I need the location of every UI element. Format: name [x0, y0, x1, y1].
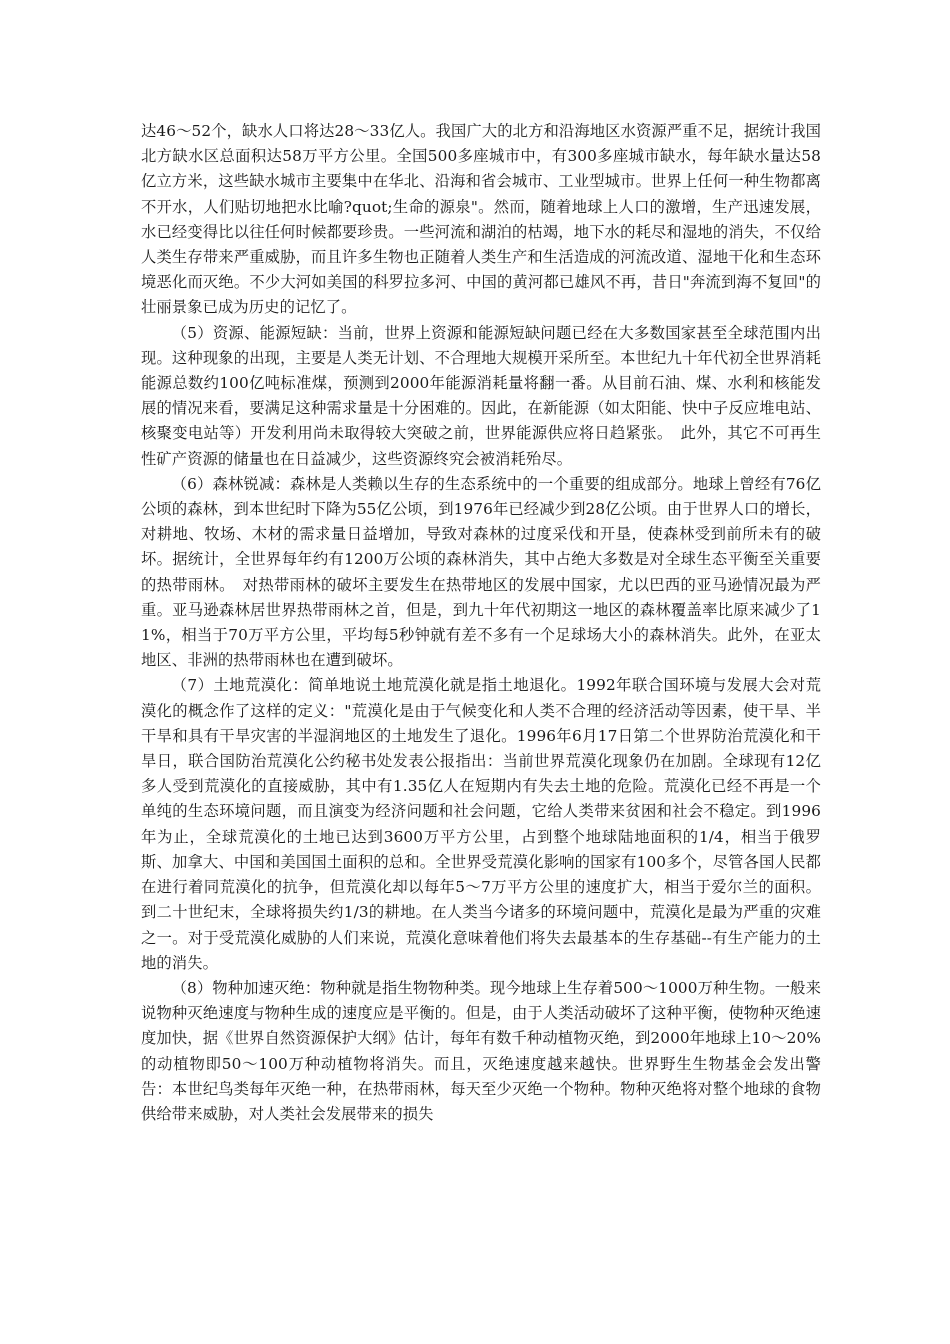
document-page — [141, 119, 821, 1127]
paragraph-water-shortage: 达46～52个，缺水人口将达28～33亿人。我国广大的北方和沿海地区水资源严重不足，据统计我国北方缺水区总面积达58万平方公里。全国500多座城市中，有300多座城市缺水，每年缺水量达58亿立方米，这些缺水城市主要集中在华北、沿海和省会城市、工业型城市。世界上任何一种生物都离不开水，人们贴切地把水比喻?quot;生命的源泉"。然而，随着地球上人口的激增，生产迅速发展，水已经变得比以往任何时候都要珍贵。一些河流和湖泊的枯竭，地下水的耗尽和湿地的消失，不仅给人类生存带来严重威胁，而且许多生物也正随着人类生产和生活造成的河流改道、湿地干化和生态环境恶化而灭绝。不少大河如美国的科罗拉多河、中国的黄河都已雄风不再，昔日"奔流到海不复回"的壮丽景象已成为历史的记忆了。 — [141, 122, 821, 317]
paragraph-forest-decline: （6）森林锐减：森林是人类赖以生存的生态系统中的一个重要的组成部分。地球上曾经有76亿公顷的森林，到本世纪时下降为55亿公顷，到1976年已经减少到28亿公顷。由于世界人口的增长，对耕地、牧场、木材的需求量日益增加，导致对森林的过度采伐和开垦，使森林受到前所未有的破坏。据统计，全世界每年约有1200万公顷的森林消失，其中占绝大多数是对全球生态平衡至关重要的热带雨林。 对热带雨林的破坏主要发生在热带地区的发展中国家，尤以巴西的亚马逊情况最为严重。亚马逊森林居世界热带雨林之首，但是，到九十年代初期这一地区的森林覆盖率比原来减少了11%，相当于70万平方公里，平均每5秒钟就有差不多有一个足球场大小的森林消失。此外，在亚太地区、非洲的热带雨林也在遭到破坏。 — [141, 474, 821, 670]
paragraph-species-extinction: （8）物种加速灭绝：物种就是指生物物种类。现今地球上生存着500～1000万种生物。一般来说物种灭绝速度与物种生成的速度应是平衡的。但是，由于人类活动破坏了这种平衡，使物种灭绝速度加快，据《世界自然资源保护大纲》估计，每年有数千种动植物灭绝，到2000年地球上10～20%的动植物即50～100万种动植物将消失。而且，灭绝速度越来越快。世界野生生物基金会发出警告：本世纪鸟类每年灭绝一种，在热带雨林，每天至少灭绝一个物种。物种灭绝将对整个地球的食物供给带来威胁，对人类社会发展带来的损失 — [141, 978, 821, 1123]
paragraph-desertification: （7）土地荒漠化：简单地说土地荒漠化就是指土地退化。1992年联合国环境与发展大会对荒漠化的概念作了这样的定义："荒漠化是由于气候变化和人类不合理的经济活动等因素，使干旱、半干旱和具有干旱灾害的半湿润地区的土地发生了退化。1996年6月17日第二个世界防治荒漠化和干旱日，联合国防治荒漠化公约秘书处发表公报指出：当前世界荒漠化现象仍在加剧。全球现有12亿多人受到荒漠化的直接威胁，其中有1.35亿人在短期内有失去土地的危险。荒漠化已经不再是一个单纯的生态环境问题，而且演变为经济问题和社会问题，它给人类带来贫困和社会不稳定。到1996年为止，全球荒漠化的土地已达到3600万平方公里，占到整个地球陆地面积的1/4，相当于俄罗斯、加拿大、中国和美国国土面积的总和。全世界受荒漠化影响的国家有100多个，尽管各国人民都在进行着同荒漠化的抗争，但荒漠化却以每年5～7万平方公里的速度扩大，相当于爱尔兰的面积。到二十世纪末，全球将损失约1/3的耕地。在人类当今诸多的环境问题中，荒漠化是最为严重的灾难之一。对于受荒漠化威胁的人们来说，荒漠化意味着他们将失去最基本的生存基础--有生产能力的土地的消失。 — [141, 676, 821, 972]
paragraph-resource-energy-shortage: （5）资源、能源短缺：当前，世界上资源和能源短缺问题已经在大多数国家甚至全球范围内出现。这种现象的出现，主要是人类无计划、不合理地大规模开采所至。本世纪九十年代初全世界消耗能源总数约100亿吨标准煤，预测到2000年能源消耗量将翻一番。从目前石油、煤、水利和核能发展的情况来看，要满足这种需求量是十分困难的。因此，在新能源（如太阳能、快中子反应堆电站、核聚变电站等）开发利用尚未取得较大突破之前，世界能源供应将日趋紧张。 此外，其它不可再生性矿产资源的储量也在日益减少，这些资源终究会被消耗殆尽。 — [141, 323, 821, 468]
